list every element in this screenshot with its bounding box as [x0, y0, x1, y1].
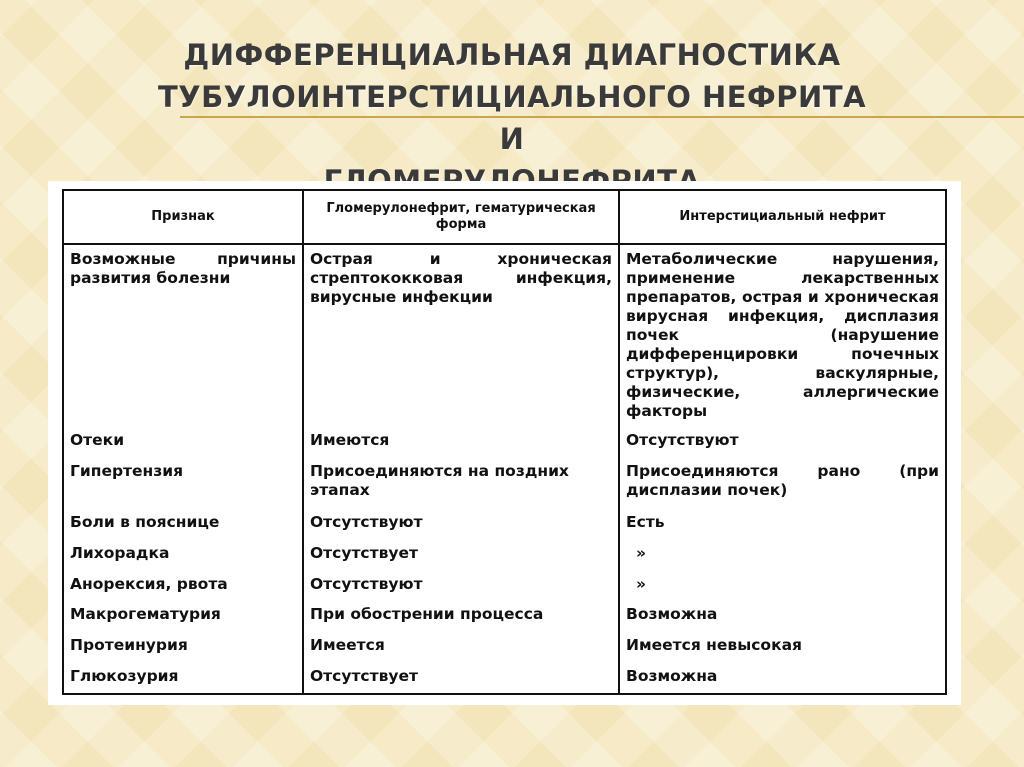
cell-sign: Отеки	[63, 426, 303, 457]
table-row	[63, 539, 946, 570]
header-interstitial-nephritis: Интерстициальный нефрит	[619, 190, 946, 244]
cell-sign: Боли в пояснице	[63, 508, 303, 539]
cell-glomerulonephritis: Имеется	[303, 631, 619, 662]
title-divider	[180, 116, 1024, 118]
cell-glomerulonephritis: Острая и хроническая стрептококковая инфекция, вирусные инфекции	[303, 244, 619, 426]
table-row	[63, 508, 946, 539]
header-sign: Признак	[63, 190, 303, 244]
slide-title	[150, 34, 874, 202]
table-panel	[48, 181, 961, 705]
header-glomerulonephritis: Гломерулонефрит, гематурическая форма	[303, 190, 619, 244]
cell-glomerulonephritis: Отсутствует	[303, 539, 619, 570]
cell-interstitial: Метаболические нарушения, применение лекарственных препаратов, острая и хроническая вирусная инфекция, дисплазия почек (нарушение дифференцировки почечных структур), васкулярные, физические, аллергические факторы	[619, 244, 946, 426]
cell-glomerulonephritis: Отсутствует	[303, 662, 619, 694]
table-header-row	[63, 190, 946, 244]
table-row	[63, 426, 946, 457]
cell-glomerulonephritis: При обострении процесса	[303, 600, 619, 631]
diagnosis-table	[62, 189, 947, 695]
slide-title-line-1: ДИФФЕРЕНЦИАЛЬНАЯ ДИАГНОСТИКА	[183, 38, 841, 72]
table-row	[63, 600, 946, 631]
cell-interstitial: »	[619, 539, 946, 570]
table-row	[63, 662, 946, 694]
table-row	[63, 570, 946, 601]
cell-sign: Лихорадка	[63, 539, 303, 570]
cell-interstitial: Возможна	[619, 600, 946, 631]
cell-glomerulonephritis: Отсутствуют	[303, 570, 619, 601]
cell-interstitial: Имеется невысокая	[619, 631, 946, 662]
cell-sign: Гипертензия	[63, 457, 303, 508]
cell-glomerulonephritis: Отсутствуют	[303, 508, 619, 539]
table-row	[63, 244, 946, 426]
cell-sign: Анорексия, рвота	[63, 570, 303, 601]
table-row	[63, 457, 946, 508]
cell-interstitial: Возможна	[619, 662, 946, 694]
cell-interstitial: Есть	[619, 508, 946, 539]
cell-interstitial: Отсутствуют	[619, 426, 946, 457]
cell-sign: Возможные причины развития болезни	[63, 244, 303, 426]
cell-glomerulonephritis: Имеются	[303, 426, 619, 457]
cell-sign: Глюкозурия	[63, 662, 303, 694]
cell-sign: Макрогематурия	[63, 600, 303, 631]
cell-sign: Протеинурия	[63, 631, 303, 662]
cell-interstitial: »	[619, 570, 946, 601]
slide-title-line-2: ТУБУЛОИНТЕРСТИЦИАЛЬНОГО НЕФРИТА И	[157, 80, 867, 156]
table-row	[63, 631, 946, 662]
cell-interstitial: Присоединяются рано (при дисплазии почек)	[619, 457, 946, 508]
cell-glomerulonephritis: Присоединяются на поздних этапах	[303, 457, 619, 508]
